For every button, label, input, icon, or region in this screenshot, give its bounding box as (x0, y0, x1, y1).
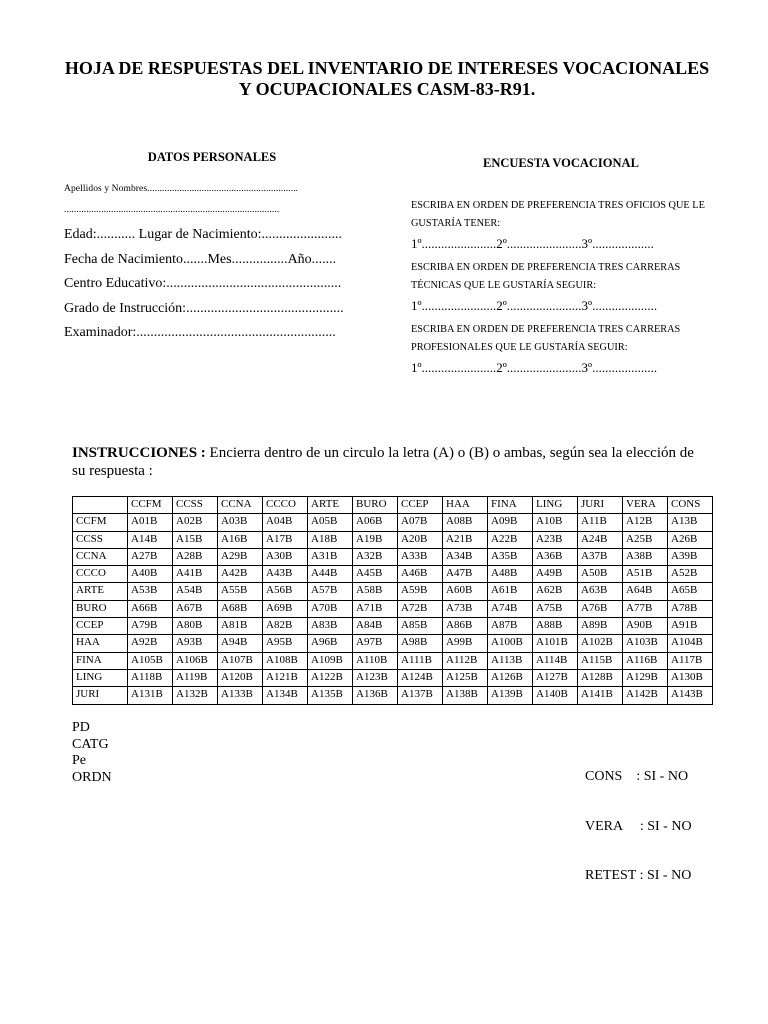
answer-cell[interactable]: A22B (488, 531, 533, 548)
answer-cell[interactable]: A72B (398, 600, 443, 617)
answer-cell[interactable]: A23B (533, 531, 578, 548)
footer-right (585, 736, 692, 901)
answer-cell[interactable]: A19B (353, 531, 398, 548)
column-header: FINA (488, 497, 533, 514)
answer-cell[interactable]: A95B (263, 635, 308, 652)
answer-cell[interactable]: A122B (308, 669, 353, 686)
table-row (73, 635, 713, 652)
table-header-row (73, 497, 713, 514)
survey-question-3-line-1: ESCRIBA EN ORDEN DE PREFERENCIA TRES CARRERAS (411, 324, 681, 335)
answer-cell[interactable]: A120B (218, 669, 263, 686)
answer-cell[interactable]: A40B (128, 566, 173, 583)
answer-cell[interactable]: A79B (128, 618, 173, 635)
answer-cell[interactable]: A118B (128, 669, 173, 686)
column-header: CCNA (218, 497, 263, 514)
answer-cell[interactable]: A92B (128, 635, 173, 652)
table-row (73, 531, 713, 548)
row-header: FINA (73, 652, 128, 669)
answer-cell[interactable]: A97B (353, 635, 398, 652)
answer-cell[interactable]: A37B (578, 548, 623, 565)
answer-cell[interactable]: A103B (623, 635, 668, 652)
answer-cell[interactable]: A107B (218, 652, 263, 669)
answer-cell[interactable]: A34B (443, 548, 488, 565)
column-header: CCCO (263, 497, 308, 514)
answer-cell[interactable]: A109B (308, 652, 353, 669)
answer-cell[interactable]: A78B (668, 600, 713, 617)
table-row (73, 687, 713, 704)
answer-cell[interactable]: A124B (398, 669, 443, 686)
footer-catg: CATG (72, 736, 109, 752)
answer-cell[interactable]: A116B (623, 652, 668, 669)
answer-cell[interactable]: A06B (353, 514, 398, 531)
footer-pe: Pe (72, 753, 86, 768)
survey-question-3 (411, 321, 731, 357)
answer-cell[interactable]: A54B (173, 583, 218, 600)
answer-cell[interactable]: A112B (443, 652, 488, 669)
answer-cell[interactable]: A110B (353, 652, 398, 669)
answer-cell[interactable]: A59B (398, 583, 443, 600)
footer-vera: VERA : SI - NO (585, 818, 692, 834)
title-line-2: Y OCUPACIONALES CASM-83-R91. (238, 79, 536, 99)
answer-cell[interactable]: A29B (218, 548, 263, 565)
answer-cell[interactable]: A39B (668, 548, 713, 565)
answer-cell[interactable]: A16B (218, 531, 263, 548)
answer-cell[interactable]: A20B (398, 531, 443, 548)
answer-cell[interactable]: A114B (533, 652, 578, 669)
answer-cell[interactable]: A10B (533, 514, 578, 531)
answer-cell[interactable]: A83B (308, 618, 353, 635)
answer-cell[interactable]: A142B (623, 687, 668, 704)
row-header: CCCO (73, 566, 128, 583)
answer-cell[interactable]: A80B (173, 618, 218, 635)
answer-cell[interactable]: A02B (173, 514, 218, 531)
answer-cell[interactable]: A117B (668, 652, 713, 669)
answer-cell[interactable]: A50B (578, 566, 623, 583)
footer-pd: PD (72, 720, 90, 735)
answer-cell[interactable]: A106B (173, 652, 218, 669)
answer-cell[interactable]: A102B (578, 635, 623, 652)
answer-cell[interactable]: A88B (533, 618, 578, 635)
apellidos-field: Apellidos y Nombres............................................................. (64, 184, 299, 194)
answer-cell[interactable]: A56B (263, 583, 308, 600)
answer-cell[interactable]: A41B (173, 566, 218, 583)
table-row (73, 600, 713, 617)
column-header: CCSS (173, 497, 218, 514)
column-header: ARTE (308, 497, 353, 514)
answer-cell[interactable]: A47B (443, 566, 488, 583)
answer-cell[interactable]: A43B (263, 566, 308, 583)
answer-cell[interactable]: A139B (488, 687, 533, 704)
answer-cell[interactable]: A32B (353, 548, 398, 565)
answer-cell[interactable]: A05B (308, 514, 353, 531)
answer-cell[interactable]: A26B (668, 531, 713, 548)
answer-cell[interactable]: A36B (533, 548, 578, 565)
row-header: LING (73, 669, 128, 686)
row-header: HAA (73, 635, 128, 652)
answer-cell[interactable]: A82B (263, 618, 308, 635)
name-dots-line: ....................................................................................... (64, 205, 280, 215)
column-header: CCEP (398, 497, 443, 514)
survey-answer-3: 1º.......................2º.......................3º.................... (411, 360, 658, 375)
answer-cell[interactable]: A94B (218, 635, 263, 652)
answer-cell[interactable]: A12B (623, 514, 668, 531)
answer-cell[interactable]: A91B (668, 618, 713, 635)
answer-cell[interactable]: A35B (488, 548, 533, 565)
answer-cell[interactable]: A129B (623, 669, 668, 686)
answer-cell[interactable]: A13B (668, 514, 713, 531)
footer-cons: CONS : SI - NO (585, 769, 689, 784)
answer-cell[interactable]: A14B (128, 531, 173, 548)
answer-cell[interactable]: A140B (533, 687, 578, 704)
table-row (73, 566, 713, 583)
footer-left (72, 720, 112, 786)
column-header: JURI (578, 497, 623, 514)
footer-ordn: ORDN (72, 769, 112, 785)
table-row (73, 514, 713, 531)
table-row (73, 583, 713, 600)
answer-cell[interactable]: A135B (308, 687, 353, 704)
answer-cell[interactable]: A101B (533, 635, 578, 652)
instructions-text: Encierra dentro de un circulo la letra (A) o (B) o ambas, según sea la elección de su respuesta : (72, 445, 694, 479)
answer-cell[interactable]: A09B (488, 514, 533, 531)
answer-cell[interactable]: A131B (128, 687, 173, 704)
answer-cell[interactable]: A134B (263, 687, 308, 704)
answer-cell[interactable]: A01B (128, 514, 173, 531)
answer-cell[interactable]: A121B (263, 669, 308, 686)
answer-cell[interactable]: A126B (488, 669, 533, 686)
answer-cell[interactable]: A76B (578, 600, 623, 617)
table-row (73, 652, 713, 669)
answer-cell[interactable]: A99B (443, 635, 488, 652)
answer-cell[interactable]: A31B (308, 548, 353, 565)
examinador-field: Examinador:......................................................... (64, 325, 336, 340)
survey-question-3-line-2: PROFESIONALES QUE LE GUSTARÍA SEGUIR: (411, 342, 628, 353)
column-header: VERA (623, 497, 668, 514)
answer-cell[interactable]: A133B (218, 687, 263, 704)
survey-question-1-line-1: ESCRIBA EN ORDEN DE PREFERENCIA TRES OFICIOS QUE LE (411, 200, 705, 211)
answer-cell[interactable]: A108B (263, 652, 308, 669)
answer-cell[interactable]: A100B (488, 635, 533, 652)
personal-data-section (64, 150, 364, 346)
answer-cell[interactable]: A66B (128, 600, 173, 617)
instructions (72, 444, 702, 480)
answer-cell[interactable]: A104B (668, 635, 713, 652)
answer-cell[interactable]: A137B (398, 687, 443, 704)
answer-cell[interactable]: A60B (443, 583, 488, 600)
answer-cell[interactable]: A21B (443, 531, 488, 548)
answer-cell[interactable]: A113B (488, 652, 533, 669)
answer-cell[interactable]: A45B (353, 566, 398, 583)
answer-cell[interactable]: A28B (173, 548, 218, 565)
survey-question-1 (411, 197, 731, 233)
answer-cell[interactable]: A42B (218, 566, 263, 583)
answer-cell[interactable]: A127B (533, 669, 578, 686)
answer-cell[interactable]: A123B (353, 669, 398, 686)
answer-cell[interactable]: A136B (353, 687, 398, 704)
answer-cell[interactable]: A87B (488, 618, 533, 635)
row-header: CCEP (73, 618, 128, 635)
survey-question-2 (411, 259, 731, 295)
answer-cell[interactable]: A138B (443, 687, 488, 704)
table-corner-cell (73, 497, 128, 514)
footer-retest: RETEST : SI - NO (585, 868, 692, 883)
column-header: CCFM (128, 497, 173, 514)
answer-cell[interactable]: A44B (308, 566, 353, 583)
survey-answer-1: 1º.......................2º.......................3º................... (411, 236, 654, 251)
answer-cell[interactable]: A64B (623, 583, 668, 600)
answer-cell[interactable]: A04B (263, 514, 308, 531)
row-header: ARTE (73, 583, 128, 600)
answer-cell[interactable]: A49B (533, 566, 578, 583)
answer-cell[interactable]: A57B (308, 583, 353, 600)
answer-cell[interactable]: A115B (578, 652, 623, 669)
answer-cell[interactable]: A143B (668, 687, 713, 704)
title-line-1: HOJA DE RESPUESTAS DEL INVENTARIO DE INTERESES VOCACIONALES (64, 58, 710, 78)
answer-cell[interactable]: A68B (218, 600, 263, 617)
answer-cell[interactable]: A38B (623, 548, 668, 565)
survey-answer-2: 1º.......................2º.......................3º.................... (411, 298, 658, 313)
fecha-nacimiento-field: Fecha de Nacimiento.......Mes................Año....... (64, 251, 337, 267)
survey-question-1-line-2: GUSTARÍA TENER: (411, 218, 501, 229)
table-row (73, 548, 713, 565)
answer-cell[interactable]: A93B (173, 635, 218, 652)
answer-cell[interactable]: A119B (173, 669, 218, 686)
answer-cell[interactable]: A58B (353, 583, 398, 600)
answer-cell[interactable]: A62B (533, 583, 578, 600)
answer-cell[interactable]: A141B (578, 687, 623, 704)
column-header: BURO (353, 497, 398, 514)
column-header: LING (533, 497, 578, 514)
answer-cell[interactable]: A84B (353, 618, 398, 635)
answer-cell[interactable]: A24B (578, 531, 623, 548)
answer-cell[interactable]: A111B (398, 652, 443, 669)
answer-cell[interactable]: A81B (218, 618, 263, 635)
document-title (40, 58, 734, 100)
answer-cell[interactable]: A74B (488, 600, 533, 617)
answer-cell[interactable]: A17B (263, 531, 308, 548)
centro-educativo-field: Centro Educativo:.................................................. (64, 276, 342, 291)
personal-data-heading: DATOS PERSONALES (147, 150, 277, 164)
answer-cell[interactable]: A71B (353, 600, 398, 617)
answer-cell[interactable]: A03B (218, 514, 263, 531)
answer-cell[interactable]: A90B (623, 618, 668, 635)
answer-cell[interactable]: A73B (443, 600, 488, 617)
answer-cell[interactable]: A08B (443, 514, 488, 531)
row-header: CCNA (73, 548, 128, 565)
answer-cell[interactable]: A69B (263, 600, 308, 617)
answer-cell[interactable]: A75B (533, 600, 578, 617)
answer-grid (72, 496, 713, 705)
answer-cell[interactable]: A11B (578, 514, 623, 531)
answer-cell[interactable]: A98B (398, 635, 443, 652)
answer-cell[interactable]: A128B (578, 669, 623, 686)
answer-cell[interactable]: A55B (218, 583, 263, 600)
grado-instruccion-field: Grado de Instrucción:............................................. (64, 300, 344, 316)
vocational-survey-section (411, 156, 731, 383)
edad-field: Edad:........... Lugar de Nacimiento:....................... (64, 227, 342, 242)
answer-cell[interactable]: A52B (668, 566, 713, 583)
answer-cell[interactable]: A96B (308, 635, 353, 652)
answer-cell[interactable]: A67B (173, 600, 218, 617)
instructions-label: INSTRUCCIONES : (72, 445, 206, 461)
answer-cell[interactable]: A33B (398, 548, 443, 565)
answer-cell[interactable]: A15B (173, 531, 218, 548)
answer-cell[interactable]: A25B (623, 531, 668, 548)
answer-cell[interactable]: A130B (668, 669, 713, 686)
answer-cell[interactable]: A27B (128, 548, 173, 565)
answer-cell[interactable]: A30B (263, 548, 308, 565)
answer-cell[interactable]: A48B (488, 566, 533, 583)
answer-cell[interactable]: A125B (443, 669, 488, 686)
column-header: CONS (668, 497, 713, 514)
row-header: CCFM (73, 514, 128, 531)
table-row (73, 669, 713, 686)
answer-cell[interactable]: A77B (623, 600, 668, 617)
row-header: BURO (73, 600, 128, 617)
table-row (73, 618, 713, 635)
row-header: JURI (73, 687, 128, 704)
answer-cell[interactable]: A70B (308, 600, 353, 617)
answer-cell[interactable]: A63B (578, 583, 623, 600)
answer-cell[interactable]: A61B (488, 583, 533, 600)
answer-cell[interactable]: A53B (128, 583, 173, 600)
survey-question-2-line-2: TÉCNICAS QUE LE GUSTARÍA SEGUIR: (411, 280, 597, 291)
answer-cell[interactable]: A51B (623, 566, 668, 583)
survey-question-2-line-1: ESCRIBA EN ORDEN DE PREFERENCIA TRES CARRERAS (411, 262, 681, 273)
answer-cell[interactable]: A86B (443, 618, 488, 635)
answer-cell[interactable]: A132B (173, 687, 218, 704)
answer-cell[interactable]: A46B (398, 566, 443, 583)
row-header: CCSS (73, 531, 128, 548)
answer-cell[interactable]: A65B (668, 583, 713, 600)
column-header: HAA (443, 497, 488, 514)
answer-cell[interactable]: A105B (128, 652, 173, 669)
answer-cell[interactable]: A18B (308, 531, 353, 548)
answer-cell[interactable]: A85B (398, 618, 443, 635)
answer-cell[interactable]: A07B (398, 514, 443, 531)
survey-heading: ENCUESTA VOCACIONAL (483, 156, 639, 170)
answer-cell[interactable]: A89B (578, 618, 623, 635)
